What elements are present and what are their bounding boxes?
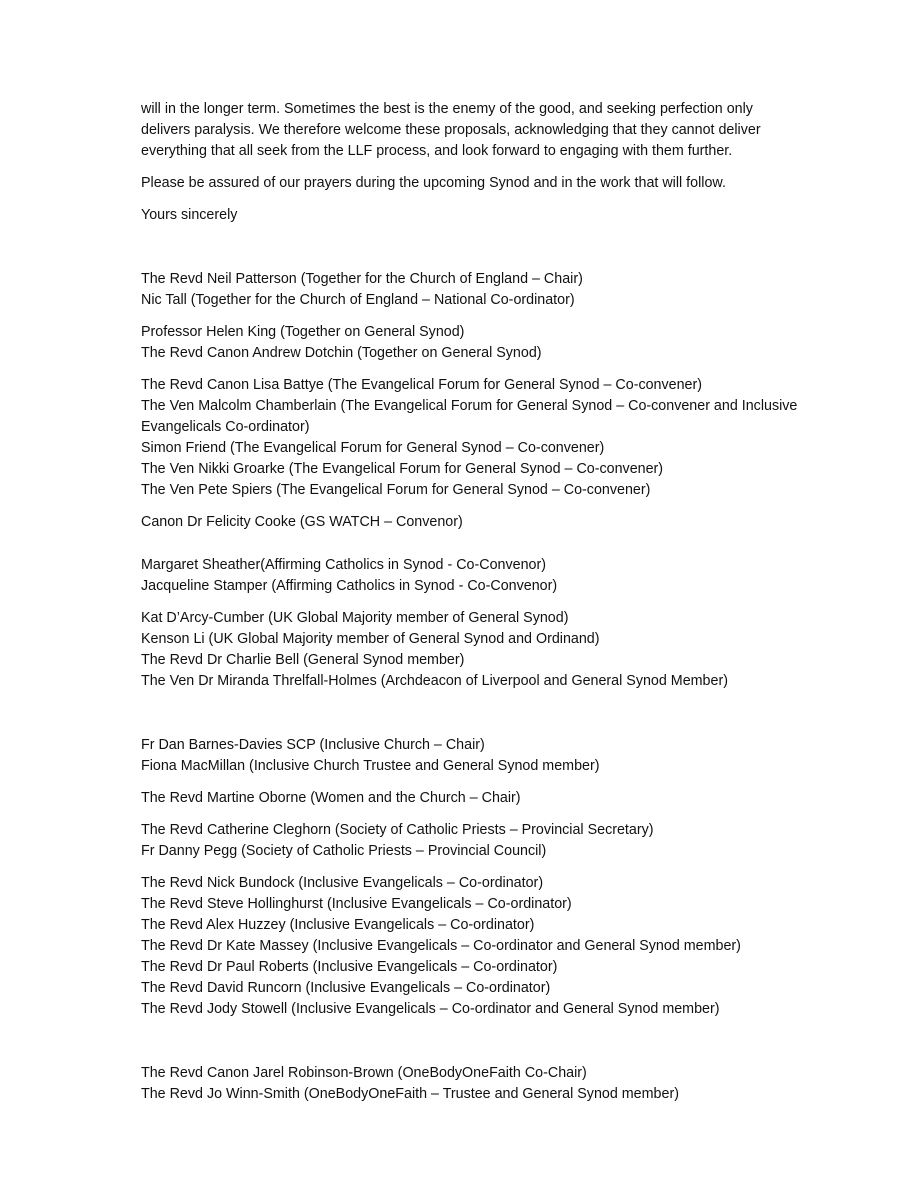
letter-paragraph: Please be assured of our prayers during the upcoming Synod and in the work that will follow. <box>141 175 726 191</box>
signatory-line: Canon Dr Felicity Cooke (GS WATCH – Convenor) <box>141 514 463 530</box>
signatory-line: The Revd Dr Kate Massey (Inclusive Evangelicals – Co-ordinator and General Synod member) <box>141 938 741 954</box>
signatory-line: Simon Friend (The Evangelical Forum for General Synod – Co-convener) <box>141 440 605 456</box>
signatory-line: Margaret Sheather(Affirming Catholics in Synod - Co-Convenor) <box>141 557 546 573</box>
signatory-group-together-coe <box>141 269 801 311</box>
signatory-group-gs-watch <box>141 512 801 533</box>
signatory-line: Professor Helen King (Together on General Synod) <box>141 324 465 340</box>
signatory-line: The Revd Canon Jarel Robinson-Brown (OneBodyOneFaith Co-Chair) <box>141 1065 587 1081</box>
signatory-group-together-synod <box>141 322 801 364</box>
signatory-group-women-and-church <box>141 788 801 809</box>
signatory-group-catholic-priests <box>141 820 801 862</box>
signatory-line: Fr Danny Pegg (Society of Catholic Priests – Provincial Council) <box>141 843 547 859</box>
signatory-line: The Revd Alex Huzzey (Inclusive Evangelicals – Co-ordinator) <box>141 917 535 933</box>
signatory-group-affirming-catholics <box>141 555 801 597</box>
signatory-line: The Revd Canon Andrew Dotchin (Together on General Synod) <box>141 345 542 361</box>
signatory-line: The Revd Neil Patterson (Together for the Church of England – Chair) <box>141 271 583 287</box>
signatory-line: The Revd Martine Oborne (Women and the Church – Chair) <box>141 790 521 806</box>
signatory-group-evangelical-forum <box>141 375 801 501</box>
signatory-group-inclusive-evangelicals <box>141 873 801 1020</box>
signatory-line: Nic Tall (Together for the Church of England – National Co-ordinator) <box>141 292 575 308</box>
signatory-line: The Revd Nick Bundock (Inclusive Evangelicals – Co-ordinator) <box>141 875 544 891</box>
letter-paragraph: will in the longer term. Sometimes the best is the enemy of the good, and seeking perfection only delivers paralysis. We therefore welcome these proposals, acknowledging that they cannot deliver everything that all seek from the LLF process, and look forward to engaging with them further. <box>141 101 761 159</box>
signatory-line: Kenson Li (UK Global Majority member of General Synod and Ordinand) <box>141 631 600 647</box>
signatory-line: The Revd Jo Winn-Smith (OneBodyOneFaith – Trustee and General Synod member) <box>141 1086 679 1102</box>
signatory-line: The Revd Jody Stowell (Inclusive Evangelicals – Co-ordinator and General Synod member) <box>141 1001 720 1017</box>
signatory-line: The Revd Canon Lisa Battye (The Evangelical Forum for General Synod – Co-convener) <box>141 377 703 393</box>
signatory-group-global-majority <box>141 608 801 692</box>
signatory-line: The Revd Dr Charlie Bell (General Synod member) <box>141 652 465 668</box>
signatory-line: Fiona MacMillan (Inclusive Church Trustee and General Synod member) <box>141 758 600 774</box>
signatory-line: The Revd Catherine Cleghorn (Society of Catholic Priests – Provincial Secretary) <box>141 822 654 838</box>
signatory-line: Fr Dan Barnes-Davies SCP (Inclusive Church – Chair) <box>141 737 485 753</box>
signatory-line: The Revd David Runcorn (Inclusive Evangelicals – Co-ordinator) <box>141 980 551 996</box>
signatory-line: The Ven Pete Spiers (The Evangelical Forum for General Synod – Co-convener) <box>141 482 651 498</box>
signoff: Yours sincerely <box>141 207 238 223</box>
signatory-line: The Ven Dr Miranda Threlfall-Holmes (Archdeacon of Liverpool and General Synod Member) <box>141 673 728 689</box>
signatory-line: Kat D’Arcy-Cumber (UK Global Majority member of General Synod) <box>141 610 569 626</box>
letter-page <box>141 99 801 1116</box>
signatory-group-onebodyonefaith <box>141 1063 801 1105</box>
signatory-line: Jacqueline Stamper (Affirming Catholics in Synod - Co-Convenor) <box>141 578 558 594</box>
signatory-group-inclusive-church <box>141 735 801 777</box>
signatory-line: The Revd Dr Paul Roberts (Inclusive Evangelicals – Co-ordinator) <box>141 959 558 975</box>
signatory-line: The Revd Steve Hollinghurst (Inclusive Evangelicals – Co-ordinator) <box>141 896 572 912</box>
signatory-line: The Ven Nikki Groarke (The Evangelical Forum for General Synod – Co-convener) <box>141 461 664 477</box>
signatory-line: The Ven Malcolm Chamberlain (The Evangelical Forum for General Synod – Co-convener and Inclusive Evangelicals Co-ordinator) <box>141 398 798 435</box>
